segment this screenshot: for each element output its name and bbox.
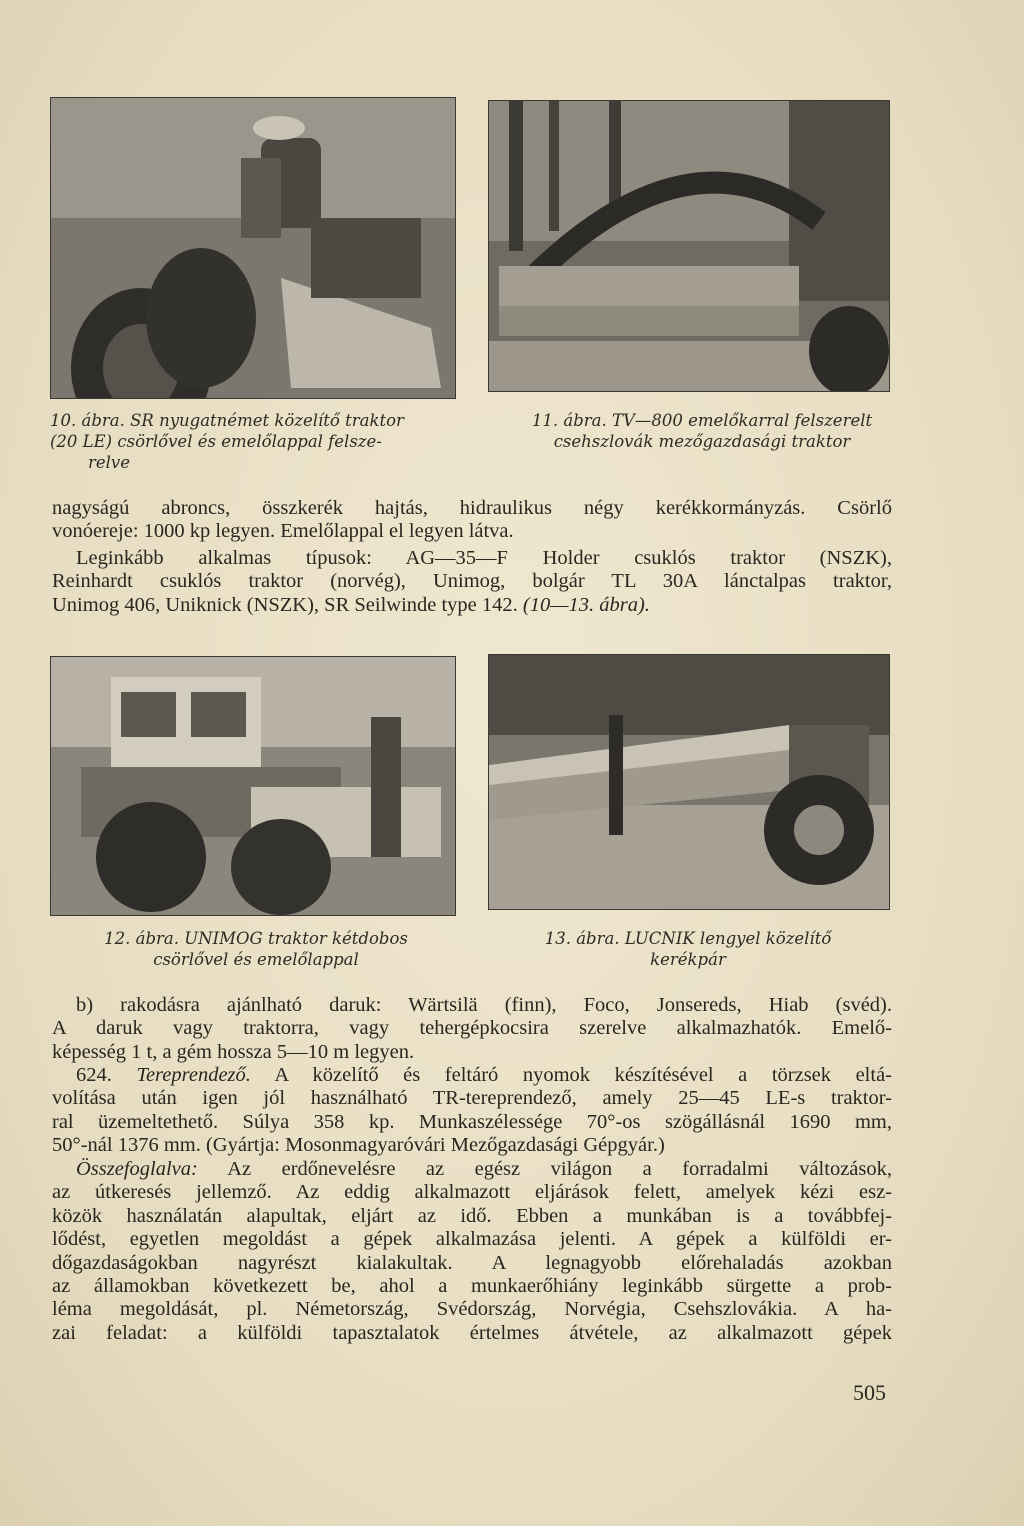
figure-13-caption: 13. ábra. LUCNIK lengyel közelítő kerékpár	[544, 929, 832, 969]
figure-10-photo	[50, 97, 456, 399]
lucnik-photo-icon	[489, 655, 889, 909]
loader-tractor-photo-icon	[489, 101, 889, 391]
figure-10-caption: 10. ábra. SR nyugatnémet közelítő traktor (20 LE) csörlővel és emelőlappal felsze- relve	[50, 411, 404, 472]
paragraph-suitable-types: Leginkább alkalmas típusok: AG—35—F Holder csuklós traktor (NSZK), Reinhardt csuklós traktor (norvég), Unimog, bolgár TL 30A lánctalpas traktor, Unimog 406, Uniknick (NSZK), SR Seilwinde type 142. (10—13. ábra).	[52, 547, 892, 616]
section-title: Tereprendező.	[136, 1064, 251, 1086]
unimog-photo-icon	[51, 657, 455, 915]
figure-13-photo	[488, 654, 890, 910]
summary-title: Összefoglalva:	[76, 1158, 198, 1180]
tractor-photo-icon	[51, 98, 455, 398]
figure-12-caption: 12. ábra. UNIMOG traktor kétdobos csörlővel és emelőlappal	[104, 929, 408, 969]
paragraph-tire-spec: nagyságú abroncs, összkerék hajtás, hidraulikus négy kerékkormányzás. Csörlő vonóereje: 1000 kp legyen. Emelőlappal el legyen látva.	[52, 497, 892, 543]
figure-11-caption: 11. ábra. TV—800 emelőkarral felszerelt csehszlovák mezőgazdasági traktor	[531, 411, 873, 451]
figure-reference: (10—13. ábra).	[522, 593, 650, 616]
figure-11-photo	[488, 100, 890, 392]
paragraph-summary: Összefoglalva: Az erdőnevelésre az egész világon a forradalmi változások, az útkeresés jellemző. Az eddig alkalmazott eljárások felett, amelyek kézi esz- közök használatán alapultak, eljárt az idő. Ebben a munkában is a továbbfej- lődést, egyetlen megoldást a gépek alkalmazása jelenti. A gépek a külföldi er- dőgazdaságokban nagyrészt kialakultak. A legnagyobb előrehaladás azokban az államokban következett be, ahol a munkaerőhiány leginkább sürgette a prob- léma megoldását, pl. Németország, Svédország, Norvégia, Csehszlovákia. A ha- zai feladat: a külföldi tapasztalatok értelmes átvétele, az alkalmazott gépek	[52, 1158, 892, 1344]
paragraph-cranes: b) rakodásra ajánlható daruk: Wärtsilä (finn), Foco, Jonsereds, Hiab (svéd). A daruk vagy traktorra, vagy tehergépkocsira szerelve alkalmazhatók. Emelő- képesség 1 t, a gém hossza 5—10 m legyen.	[52, 994, 892, 1063]
paragraph-tereprendezo: 624. Tereprendező. A közelítő és feltáró nyomok készítésével a törzsek eltá- volítása után igen jól használható TR-tereprendező, amely 25—45 LE-s traktor- ral üzemeltethető. Súlya 358 kp. Munkaszélessége 70°-os szögállásnál 1690 mm, 50°-nál 1376 mm. (Gyártja: Mosonmagyaróvári Mezőgazdasági Gépgyár.)	[52, 1064, 892, 1157]
figure-12-photo	[50, 656, 456, 916]
page-number: 505	[853, 1380, 886, 1405]
